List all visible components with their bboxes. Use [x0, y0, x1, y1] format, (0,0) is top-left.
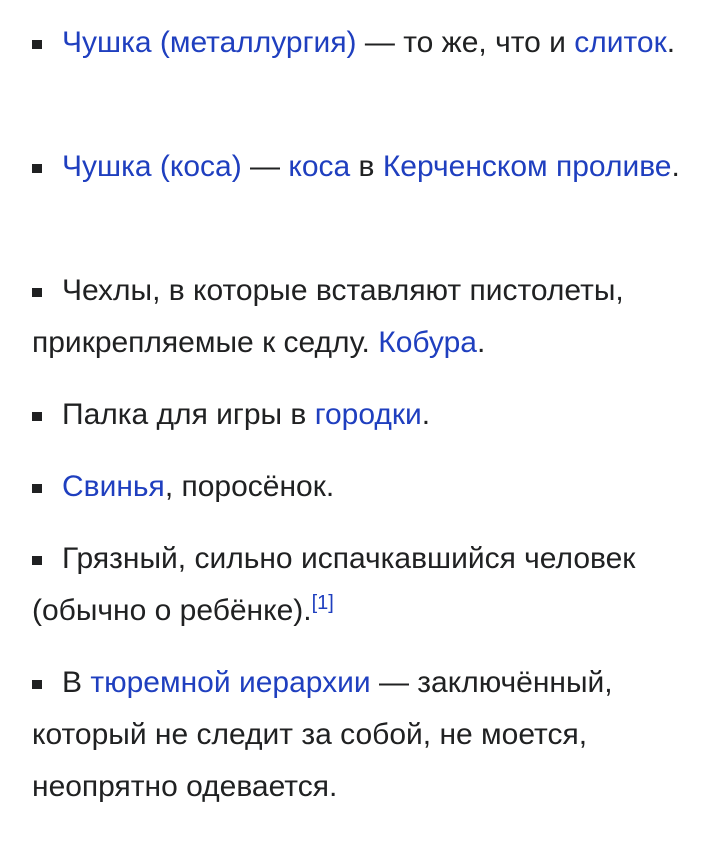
list-item [32, 141, 704, 193]
list-item [32, 389, 704, 441]
link-metallurgy[interactable]: Чушка (металлургия) [62, 26, 357, 59]
bullet-icon [32, 40, 42, 49]
reference-link[interactable]: [1] [311, 592, 334, 614]
bullet-icon [32, 412, 42, 421]
bullet-icon [32, 164, 42, 173]
link-pig[interactable]: Свинья [62, 470, 165, 503]
list-item [32, 17, 704, 69]
bullet-icon [32, 680, 42, 689]
item-text: — то же, что и [356, 26, 575, 59]
list-item [32, 533, 704, 637]
link-holster[interactable]: Кобура [378, 326, 477, 359]
link-kosa[interactable]: коса [288, 150, 351, 183]
list-item [32, 657, 704, 813]
link-kerch-strait[interactable]: Керченском проливе [382, 150, 672, 183]
link-gorodki[interactable]: городки [314, 398, 422, 431]
item-text: . [671, 150, 680, 183]
link-spit[interactable]: Чушка (коса) [62, 150, 242, 183]
list-item [32, 461, 704, 513]
link-slitok[interactable]: слиток [574, 26, 667, 59]
list-item [32, 265, 704, 369]
bullet-icon [32, 556, 42, 565]
item-text: Грязный, сильно испачкавшийся человек (обычно о ребёнке). [32, 542, 636, 627]
item-text: . [476, 326, 486, 359]
item-text: Палка для игры в [62, 398, 315, 431]
item-text: , поросёнок. [164, 470, 335, 503]
link-prison-hierarchy[interactable]: тюремной иерархии [90, 666, 371, 699]
item-text: — заключённый, который не следит за собой, не моется, неопрятно одевается. [32, 666, 613, 803]
item-text: . [666, 26, 676, 59]
bullet-icon [32, 484, 42, 493]
item-text: . [421, 398, 431, 431]
item-text: в [350, 150, 383, 183]
bullet-icon [32, 288, 42, 297]
item-text: В [62, 666, 91, 699]
item-text: Чехлы, в которые вставляют пистолеты, прикрепляемые к седлу. [32, 274, 624, 359]
item-text: — [241, 150, 289, 183]
